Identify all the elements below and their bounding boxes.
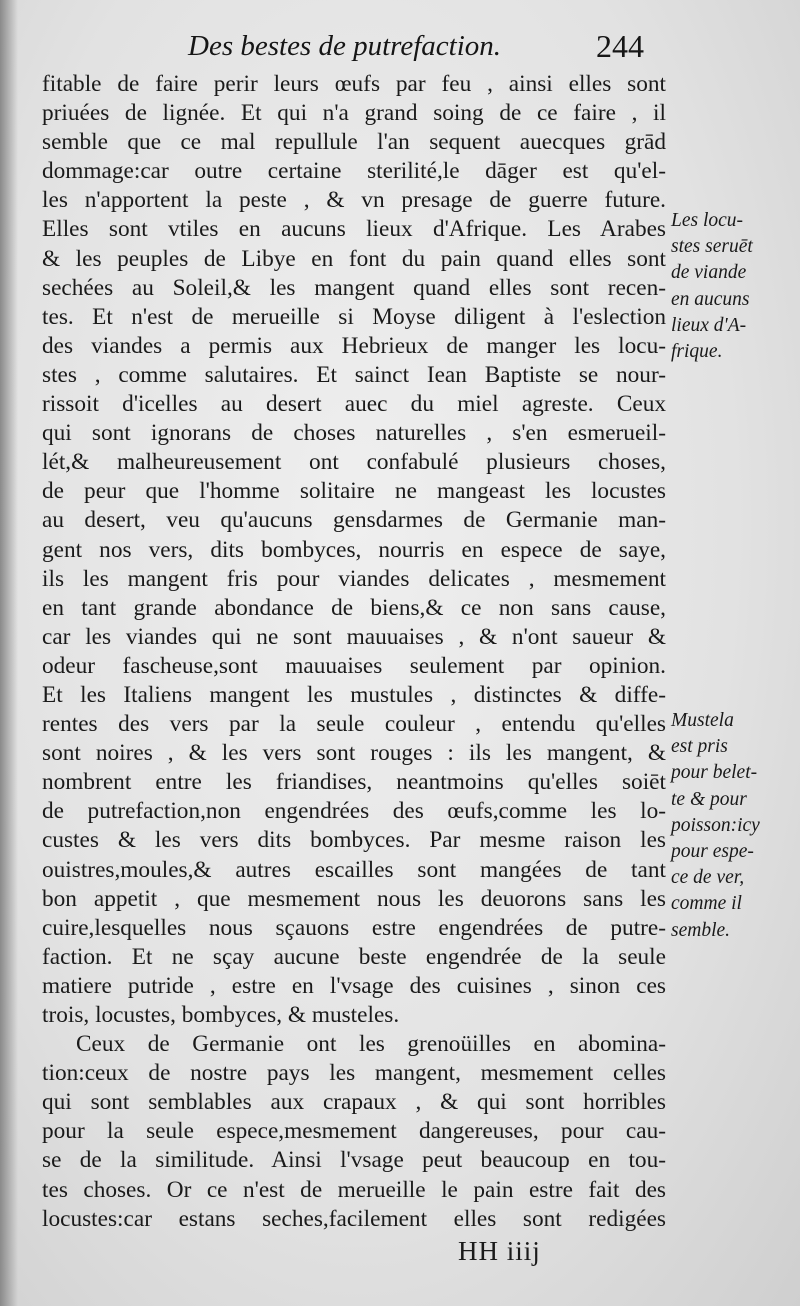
margin-note-line: semble. [671,919,731,941]
text-line: car les viandes qui ne sont mauuaises , & n'ont saueur & [42,623,666,650]
text-line: faction. Et ne sçay aucune beste engendrée de la seule [42,943,666,970]
text-line: de peur que l'homme solitaire ne mangeast les locustes [42,478,666,505]
paragraph-end-line: trois, locustes, bombyces, & musteles. [42,1002,400,1028]
gutter-shadow [0,0,18,1306]
margin-note-line: te & pour [671,788,747,810]
text-line: custes & les vers dits bombyces. Par mesme raison les [42,827,666,854]
text-line: sont noires , & les vers sont rouges : ils les mangent, & [42,740,666,767]
text-line: les n'apportent la peste , & vn presage de guerre future. [42,187,666,214]
margin-note-line: stes seruēt [671,236,753,258]
text-line: gent nos vers, dits bombyces, nourris en espece de saye, [42,536,666,563]
margin-note-line: lieux d'A- [671,314,747,336]
running-title: Des bestes de putrefaction. [188,30,502,62]
text-line: cuire,lesquelles nous sçauons estre engendrées de putre- [42,914,666,941]
text-line: pour la seule espece,mesmement dangereuses, pour cau- [42,1118,666,1145]
text-line: stes , comme salutaires. Et sainct Iean Baptiste se nour- [42,361,666,388]
text-line: en tant grande abondance de biens,& ce non sans cause, [42,594,666,621]
text-line: matiere putride , estre en l'vsage des cuisines , sinon ces [42,972,666,999]
margin-note-line: Les locu- [671,210,744,231]
text-line: rentes des vers par la seule couleur , entendu qu'elles [42,711,666,738]
text-line: dommage:car outre certaine sterilité,le dāger est qu'el- [42,158,666,185]
page-number: 244 [596,28,644,64]
margin-note-mustela [671,708,795,944]
margin-note-line: ce de ver, [671,867,745,889]
text-line: priuées de lignée. Et qui n'a grand soing de ce faire , il [42,100,666,127]
margin-note-line: en aucuns [671,288,750,310]
text-line: nombrent entre les friandises, neantmoins qu'elles soiēt [42,769,666,796]
margin-note-line: pour espe- [671,841,754,863]
margin-note-line: frique. [671,341,723,363]
text-line: tes. Et n'est de merueille si Moyse diligent à l'eslection [42,303,666,330]
text-line: tes choses. Or ce n'est de merueille le pain estre fait des [42,1176,666,1203]
paragraph-start-line: Ceux de Germanie ont les grenoüilles en abomina- [76,1031,666,1058]
text-line: ouistres,moules,& autres escailles sont mangées de tant [42,856,666,883]
text-line: semble que ce mal repullule l'an sequent auecques grād [42,129,666,156]
text-line: se de la similitude. Ainsi l'vsage peut beaucoup en tou- [42,1147,666,1174]
text-line: au desert, veu qu'aucuns gensdarmes de Germanie man- [42,507,666,534]
text-line: qui sont semblables aux crapaux , & qui sont horribles [42,1089,666,1116]
page-header [0,28,800,68]
text-line: bon appetit , que mesmement nous les deuorons sans les [42,885,666,912]
margin-note-line: comme il [671,893,742,915]
signature-mark: HH iiij [458,1236,541,1266]
text-line: fitable de faire perir leurs œufs par feu , ainsi elles sont [42,71,666,97]
text-line: tion:ceux de nostre pays les mangent, mesmement celles [42,1060,666,1087]
text-line: lét,& malheureusement ont confabulé plusieurs choses, [42,449,666,476]
margin-note-line: Mustela [671,710,734,731]
text-line: des viandes a permis aux Hebrieux de manger les locu- [42,332,666,359]
margin-note-line: est pris [671,736,728,758]
text-line: & les peuples de Libye en font du pain quand elles sont [42,245,666,272]
text-line: Elles sont vtiles en aucuns lieux d'Afrique. Les Arabes [42,216,666,243]
text-line: qui sont ignorans de choses naturelles , s'en esmerueil- [42,420,666,447]
margin-note-locustes [671,208,795,365]
text-line: locustes:car estans seches,facilement elles sont redigées [42,1205,666,1232]
text-line: odeur fascheuse,sont mauuaises seulement par opinion. [42,652,666,679]
margin-note-line: de viande [671,262,747,284]
text-line: Et les Italiens mangent les mustules , distinctes & diffe- [42,681,666,708]
text-line: de putrefaction,non engendrées des œufs,comme les lo- [42,798,666,825]
margin-note-line: pour belet- [671,762,758,784]
body-text [42,70,666,1234]
text-line: ils les mangent fris pour viandes delicates , mesmement [42,565,666,592]
margin-note-line: poisson:icy [671,814,760,836]
text-line: sechées au Soleil,& les mangent quand elles sont recen- [42,274,666,301]
text-line: rissoit d'icelles au desert auec du miel agreste. Ceux [42,391,666,418]
